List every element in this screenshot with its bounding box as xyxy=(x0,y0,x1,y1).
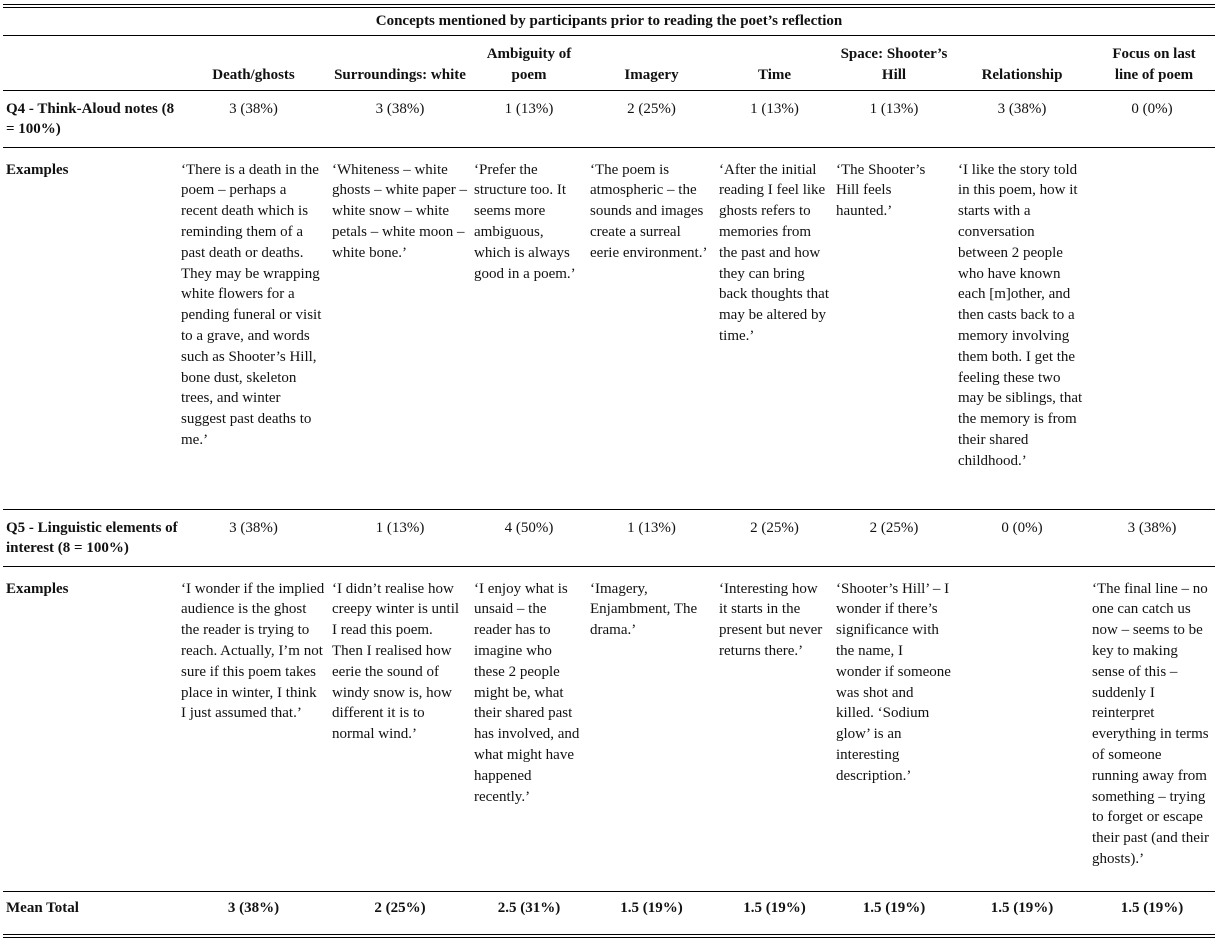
q4-examples-row xyxy=(3,147,1215,509)
example-cell: ‘I didn’t realise how creepy winter is until I read this poem. Then I realised how eerie the sound of windy snow is, how different it is to normal wind.’ xyxy=(329,566,471,891)
example-cell: ‘The poem is atmospheric – the sounds and images create a surreal eerie environment.’ xyxy=(587,147,716,509)
row-label: Mean Total xyxy=(6,899,79,916)
table-cell: 0 (0%) xyxy=(955,509,1089,566)
table-cell: 1.5 (19%) xyxy=(743,899,806,916)
example-cell: ‘The final line – no one can catch us now – seems to be key to making sense of this – suddenly I reinterpret everything in terms of someone running away from something – trying to forget or escape their past (and their ghosts).’ xyxy=(1089,566,1215,891)
row-label: Q4 - Think-Aloud notes (8 = 100%) xyxy=(3,90,178,147)
header-row xyxy=(3,36,1215,90)
example-cell: ‘The Shooter’s Hill feels haunted.’ xyxy=(833,147,955,509)
table-cell: 3 (38%) xyxy=(178,90,329,147)
table-cell: 3 (38%) xyxy=(1089,509,1215,566)
header-corner xyxy=(3,36,178,90)
example-cell: ‘I enjoy what is unsaid – the reader has to imagine who these 2 people might be, what their shared past has involved, and what might have happened recently.’ xyxy=(471,566,587,891)
table-cell: 1.5 (19%) xyxy=(620,899,683,916)
table-cell: 3 (38%) xyxy=(955,90,1089,147)
table-cell: 3 (38%) xyxy=(329,90,471,147)
table-caption: Concepts mentioned by participants prior to reading the poet’s reflection xyxy=(375,13,843,29)
example-cell: ‘Imagery, Enjambment, The drama.’ xyxy=(587,566,716,891)
column-header: Focus on last line of poem xyxy=(1089,36,1215,90)
example-cell: ‘There is a death in the poem – perhaps a recent death which is reminding them of a past death or deaths. They may be wrapping white flowers for a pending funeral or visit to a grave, and words such as Shooter’s Hill, bone dust, skeleton trees, and winter suggest past deaths to me.’ xyxy=(178,147,329,509)
table-cell: 1.5 (19%) xyxy=(990,899,1054,916)
column-header: Space: Shooter’s Hill xyxy=(833,36,955,90)
example-cell xyxy=(955,566,1089,891)
table-cell: 2 (25%) xyxy=(833,509,955,566)
mean-total-row xyxy=(3,891,1215,922)
table-cell: 3 (38%) xyxy=(178,509,329,566)
bottom-rule-lines xyxy=(3,934,1215,938)
row-label: Q5 - Linguistic elements of interest (8 = 100%) xyxy=(3,509,178,566)
column-header: Time xyxy=(716,36,833,90)
example-cell: ‘After the initial reading I feel like ghosts refers to memories from the past and how they can bring back thoughts that may be altered by time.’ xyxy=(716,147,833,509)
column-header: Death/ghosts xyxy=(178,36,329,90)
example-cell: ‘Interesting how it starts in the present but never returns there.’ xyxy=(716,566,833,891)
table-cell: 1.5 (19%) xyxy=(862,899,926,916)
q4-row xyxy=(3,90,1215,147)
table-cell: 1 (13%) xyxy=(587,509,716,566)
table-cell: 1.5 (19%) xyxy=(1120,899,1184,916)
example-cell: ‘Shooter’s Hill’ – I wonder if there’s significance with the name, I wonder if someone was shot and killed. ‘Sodium glow’ is an interesting description.’ xyxy=(833,566,955,891)
column-header: Ambiguity of poem xyxy=(471,36,587,90)
table-cell: 1 (13%) xyxy=(329,509,471,566)
example-cell: ‘Whiteness – white ghosts – white paper – white snow – white petals – white moon – white bone.’ xyxy=(329,147,471,509)
table-wrapper xyxy=(3,4,1215,922)
example-cell: ‘I wonder if the implied audience is the ghost the reader is trying to reach. Actually, I’m not sure if this poem takes place in winter, I think I just assumed that.’ xyxy=(178,566,329,891)
example-cell: ‘I like the story told in this poem, how it starts with a conversation between 2 people who have known each [m]other, and then casts back to a memory involving them both. I get the feeling these two may be siblings, that the memory is from their shared childhood.’ xyxy=(955,147,1089,509)
table-cell: 0 (0%) xyxy=(1089,90,1215,147)
q5-examples-row xyxy=(3,566,1215,891)
concepts-table xyxy=(3,36,1215,922)
table-cell: 1 (13%) xyxy=(833,90,955,147)
row-label: Examples xyxy=(3,147,178,509)
table-cell: 1 (13%) xyxy=(471,90,587,147)
table-cell: 3 (38%) xyxy=(227,899,280,916)
column-header: Surroundings: white xyxy=(329,36,471,90)
table-cell: 2.5 (31%) xyxy=(497,899,561,916)
table-cell: 2 (25%) xyxy=(716,509,833,566)
table-cell: 1 (13%) xyxy=(716,90,833,147)
example-cell xyxy=(1089,147,1215,509)
row-label: Examples xyxy=(3,566,178,891)
bottom-double-rule xyxy=(3,934,1215,938)
column-header: Imagery xyxy=(587,36,716,90)
q5-row xyxy=(3,509,1215,566)
table-cell: 4 (50%) xyxy=(471,509,587,566)
column-header: Relationship xyxy=(955,36,1089,90)
table-cell: 2 (25%) xyxy=(374,899,426,916)
table-cell: 2 (25%) xyxy=(587,90,716,147)
example-cell: ‘Prefer the structure too. It seems more ambiguous, which is always good in a poem.’ xyxy=(471,147,587,509)
